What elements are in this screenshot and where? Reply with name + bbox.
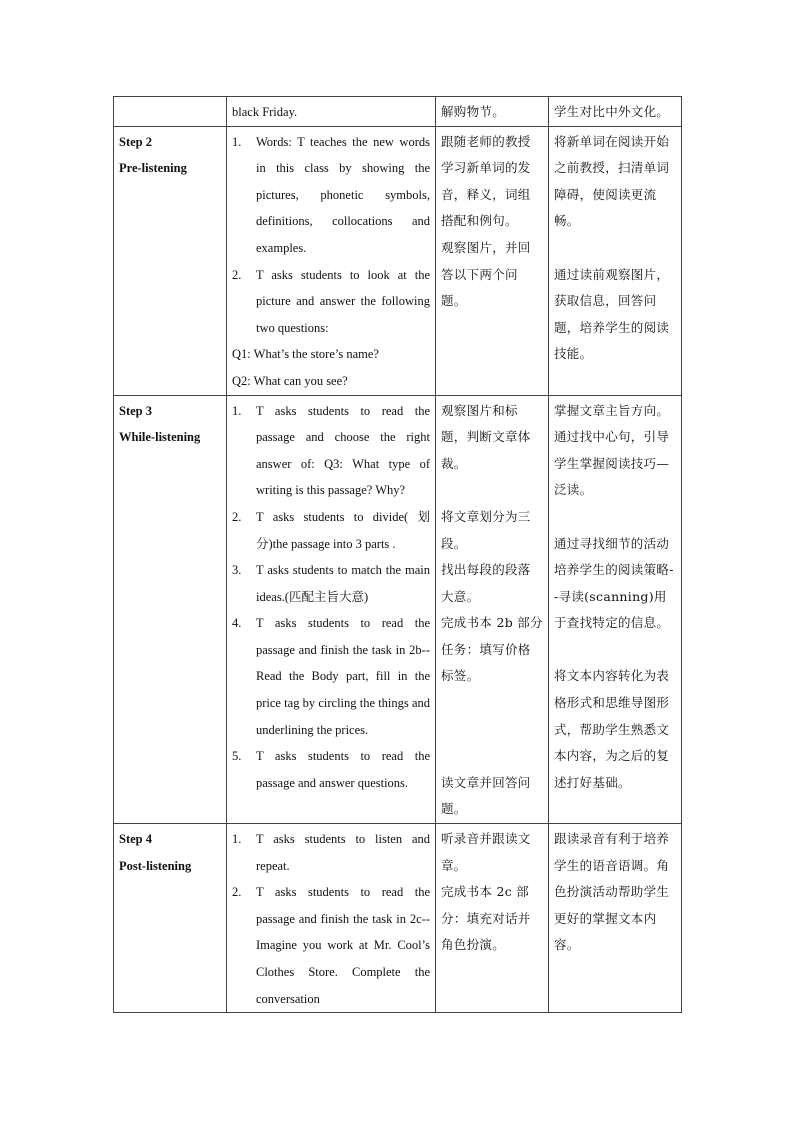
step-number: Step 2 (119, 134, 152, 149)
list-item: 3. T asks students to match the main ideas.(匹配主旨大意) (232, 563, 430, 604)
activity-cell (227, 824, 436, 1013)
purpose-cell: 学生对比中外文化。 (549, 97, 682, 127)
list-item: 1. T asks students to read the passage and choose the right answer of: Q3: What type of writing is this passage? Why? (232, 403, 430, 498)
student-cell (436, 126, 549, 395)
purpose-cell (549, 395, 682, 824)
step-cell (114, 395, 227, 824)
student-cell (436, 395, 549, 824)
purpose-text: 掌握文章主旨方向。通过找中心句，引导学生掌握阅读技巧—泛读。 (554, 402, 670, 498)
table-row (114, 126, 682, 395)
question-text: Q1: What’s the store’s name? (232, 347, 379, 362)
activity-cell (227, 395, 436, 824)
student-text: 将文章划分为三段。 (441, 508, 531, 551)
table-row (114, 395, 682, 824)
step-stage: While-listening (119, 430, 201, 445)
student-text: 跟随老师的教授学习新单词的发音，释义，词组搭配和例句。 (441, 133, 531, 229)
student-text: 观察图片，并回答以下两个问题。 (441, 239, 531, 309)
table-row (114, 97, 682, 127)
purpose-text: 通过读前观察图片，获取信息，回答问题，培养学生的阅读技能。 (554, 266, 670, 362)
step-number: Step 4 (119, 832, 152, 847)
step-cell (114, 97, 227, 127)
step-stage: Post-listening (119, 858, 192, 873)
step-cell (114, 126, 227, 395)
list-item: 4. T asks students to read the passage and finish the task in 2b-- Read the Body part, fill in the price tag by circling the things and underlining the prices. (232, 616, 430, 737)
list-item: 2. T asks students to look at the picture and answer the following two questions: (232, 267, 430, 335)
purpose-text: 将新单词在阅读开始之前教授，扫清单词障碍，使阅读更流畅。 (554, 133, 670, 229)
list-item: 2. T asks students to divide( 划分)the passage into 3 parts . (232, 509, 430, 551)
purpose-cell (549, 126, 682, 395)
question-text: Q2: What can you see? (232, 373, 348, 388)
activity-cell (227, 126, 436, 395)
student-text: 读文章并回答问题。 (441, 774, 531, 817)
student-text: 听录音并跟读文章。 (441, 831, 531, 873)
lesson-plan-table (113, 96, 682, 1013)
purpose-text: 将文本内容转化为表格形式和思维导图形式，帮助学生熟悉文本内容，为之后的复述打好基础。 (554, 668, 670, 790)
list-item: 2. T asks students to read the passage and finish the task in 2c--Imagine you work at Mr. Cool’s Clothes Store. Complete the conversation (232, 885, 430, 1006)
student-text: 完成书本 2c 部分：填充对话并角色扮演。 (441, 884, 531, 953)
student-cell (436, 824, 549, 1013)
purpose-text: 跟读录音有利于培养学生的语音语调。角色扮演活动帮助学生更好的掌握文本内容。 (554, 831, 670, 953)
student-text: 观察图片和标题，判断文章体裁。 (441, 402, 531, 471)
list-item: 1. T asks students to listen and repeat. (232, 832, 430, 873)
purpose-text: 通过寻找细节的活动培养学生的阅读策略--寻读(scanning)用于查找特定的信息。 (554, 535, 674, 631)
student-text: 找出每段的段落大意。 (441, 562, 531, 604)
step-stage: Pre-listening (119, 161, 187, 176)
step-cell (114, 824, 227, 1013)
student-text: 完成书本 2b 部分任务：填写价格标签。 (441, 615, 543, 684)
purpose-cell (549, 824, 682, 1013)
student-cell: 解购物节。 (436, 97, 549, 127)
activity-cell: black Friday. (227, 97, 436, 127)
table-row (114, 824, 682, 1013)
list-item: 5. T asks students to read the passage and answer questions. (232, 749, 430, 790)
list-item: 1. Words: T teaches the new words in this class by showing the pictures, phonetic symbols, definitions, collocations and examples. (232, 134, 430, 255)
step-number: Step 3 (119, 403, 152, 418)
